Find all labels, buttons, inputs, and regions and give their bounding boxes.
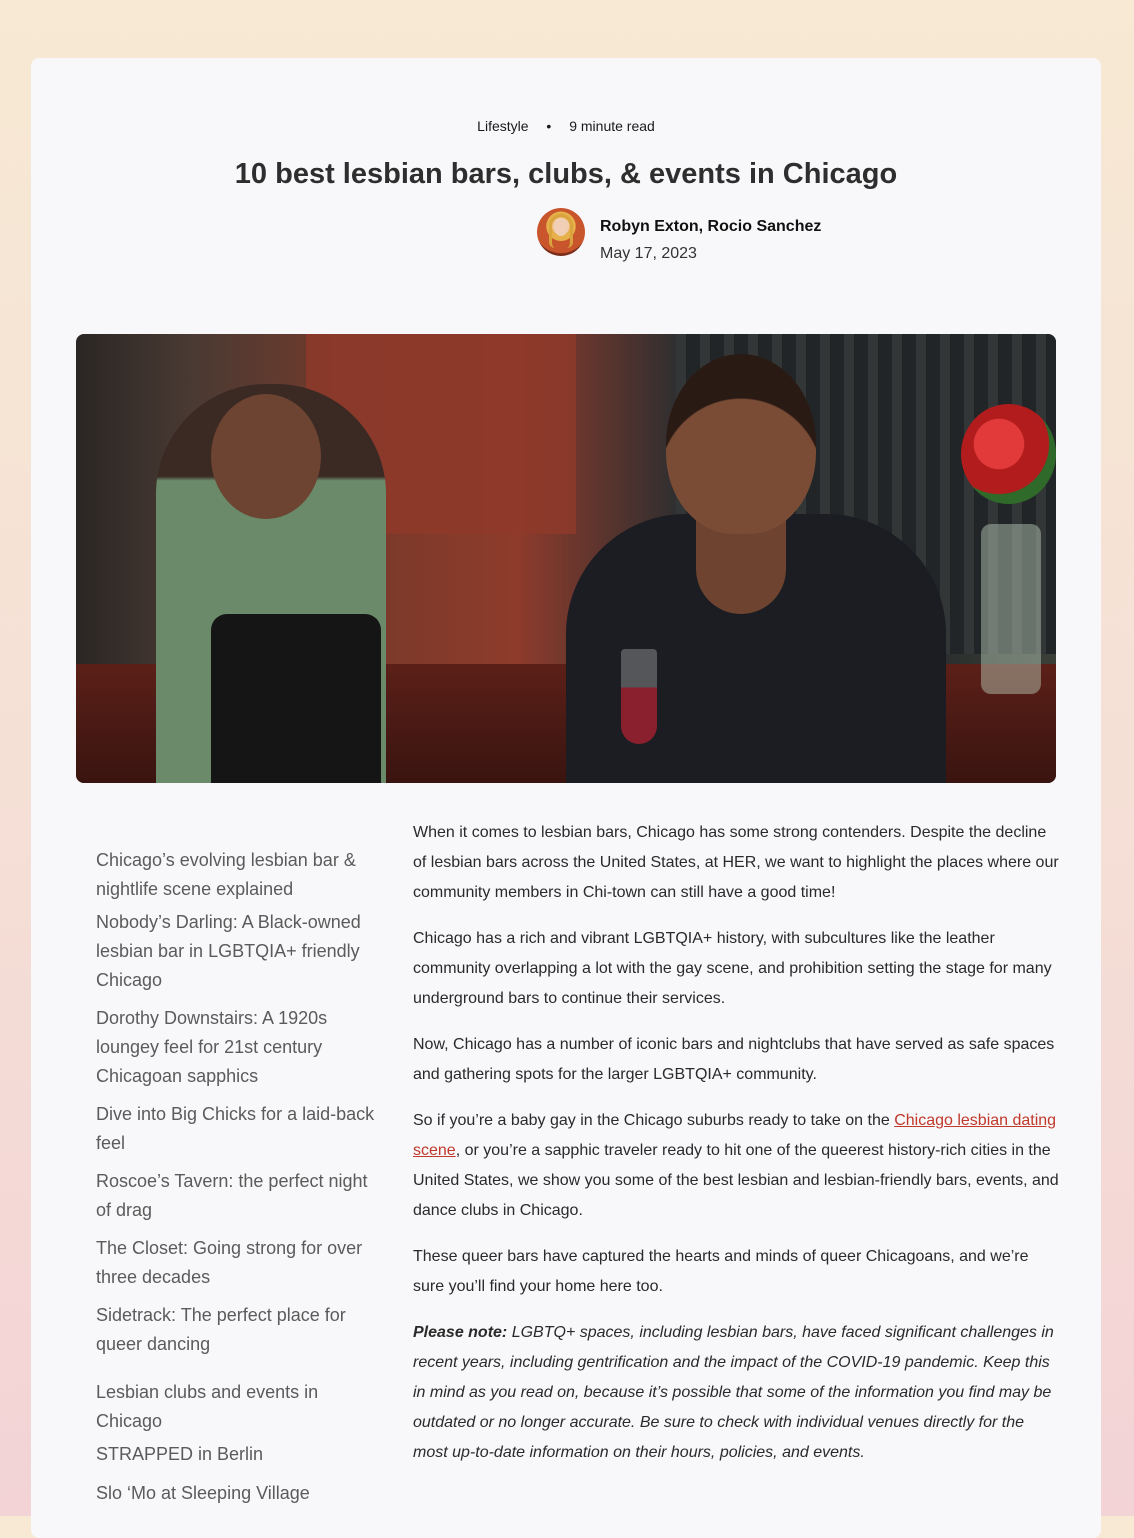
page-title: 10 best lesbian bars, clubs, & events in Chicago bbox=[234, 158, 898, 190]
note-label: Please note: bbox=[413, 1324, 508, 1341]
note-paragraph bbox=[413, 1318, 1063, 1468]
category-link[interactable]: Lifestyle bbox=[477, 118, 529, 134]
avatar[interactable] bbox=[537, 208, 585, 256]
paragraph-text: So if you’re a baby gay in the Chicago suburbs ready to take on the bbox=[413, 1112, 895, 1129]
toc-item[interactable]: Nobody’s Darling: A Black-owned lesbian bar in LGBTQIA+ friendly Chicago bbox=[96, 912, 361, 990]
paragraph-text: , or you’re a sapphic traveler ready to hit one of the queerest history-rich cities in the United States, we show you some of the best lesbian and lesbian-friendly bars, events, and dance clubs in Chicago. bbox=[413, 1142, 1059, 1219]
paragraph: Chicago has a rich and vibrant LGBTQIA+ history, with subcultures like the leather community overlapping a lot with the gay scene, and prohibition setting the stage for many underground bars to continue their services. bbox=[413, 930, 1052, 1007]
toc-item[interactable]: Sidetrack: The perfect place for queer dancing bbox=[96, 1305, 346, 1354]
paragraph: These queer bars have captured the hearts and minds of queer Chicagoans, and we’re sure you’ll find your home here too. bbox=[413, 1248, 1029, 1295]
meta-separator: • bbox=[546, 118, 552, 134]
paragraph: When it comes to lesbian bars, Chicago has some strong contenders. Despite the decline of lesbian bars across the United States, at HER, we want to highlight the places where our community members in Chi-town can still have a good time! bbox=[413, 824, 1059, 901]
toc-item[interactable]: Roscoe’s Tavern: the perfect night of drag bbox=[96, 1171, 368, 1220]
note-text: LGBTQ+ spaces, including lesbian bars, have faced significant challenges in recent years, including gentrification and the impact of the COVID-19 pandemic. Keep this in mind as you read on, because it’s possible that some of the information you find may be outdated or no longer accurate. Be sure to check with individual venues directly for the most up-to-date information on their hours, policies, and events. bbox=[413, 1324, 1054, 1461]
publish-date: May 17, 2023 bbox=[600, 245, 697, 262]
toc-item[interactable]: The Closet: Going strong for over three decades bbox=[96, 1238, 363, 1287]
author-names[interactable]: Robyn Exton, Rocio Sanchez bbox=[600, 218, 822, 235]
toc-item[interactable]: STRAPPED in Berlin bbox=[96, 1444, 264, 1464]
paragraph bbox=[413, 1106, 1063, 1226]
paragraph: Now, Chicago has a number of iconic bars and nightclubs that have served as safe spaces and gathering spots for the larger LGBTQIA+ community. bbox=[413, 1036, 1055, 1083]
table-of-contents bbox=[96, 846, 386, 1508]
toc-item[interactable]: Dorothy Downstairs: A 1920s loungey feel for 21st century Chicagoan sapphics bbox=[96, 1008, 328, 1086]
dating-scene-link[interactable]: Chicago lesbian dating scene bbox=[413, 1112, 1057, 1159]
hero-image bbox=[76, 334, 1056, 783]
toc-item[interactable]: Slo ‘Mo at Sleeping Village bbox=[96, 1483, 310, 1503]
read-time: 9 minute read bbox=[569, 118, 655, 134]
toc-item[interactable]: Lesbian clubs and events in Chicago bbox=[96, 1382, 319, 1431]
article-meta bbox=[31, 118, 1101, 134]
article-card bbox=[31, 58, 1101, 1538]
toc-item[interactable]: Dive into Big Chicks for a laid-back feel bbox=[96, 1104, 375, 1153]
toc-item[interactable]: Chicago’s evolving lesbian bar & nightlife scene explained bbox=[96, 850, 356, 899]
article-body bbox=[413, 818, 1063, 1484]
